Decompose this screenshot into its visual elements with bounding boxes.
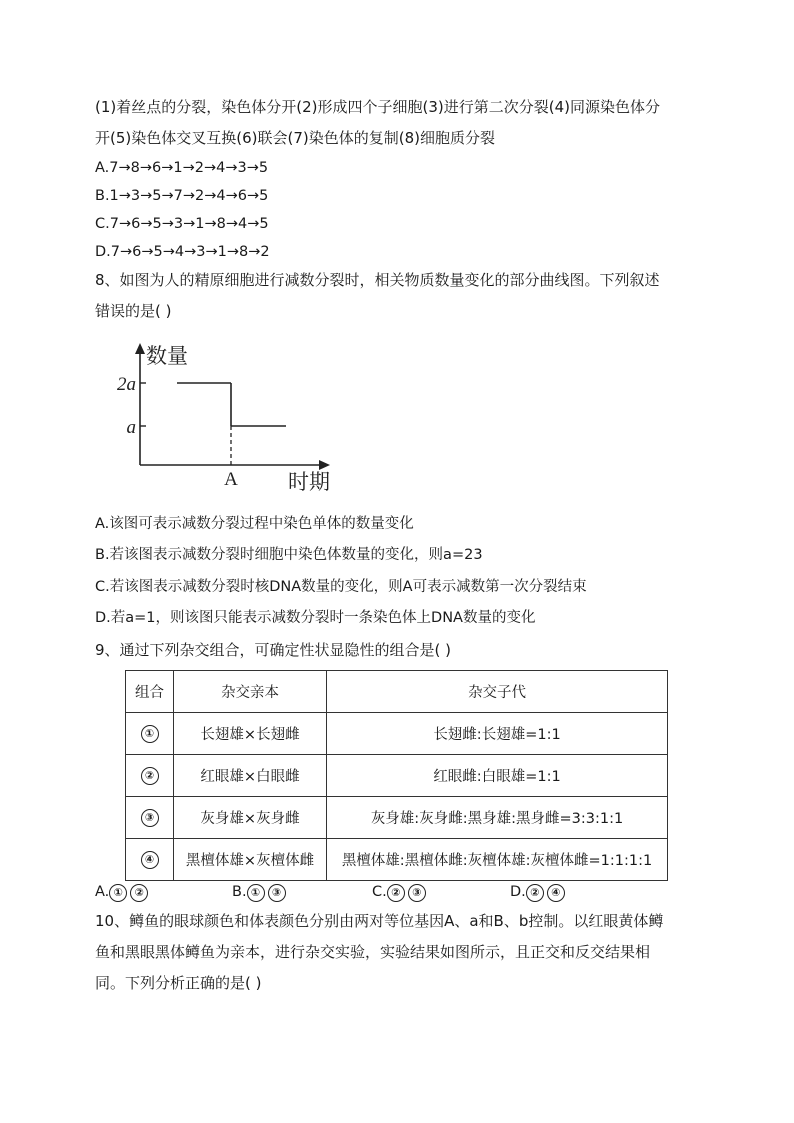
y-axis-label: 数量 [146, 344, 188, 368]
q9-answer-d: D. ② ④ [510, 882, 565, 902]
q9-answer-c: C. ② ③ [372, 882, 426, 902]
table-row [126, 839, 668, 881]
row-2-offspring: 红眼雌:白眼雄=1:1 [327, 755, 668, 797]
q8-figure [100, 340, 350, 500]
q8-stem-line-2: 错误的是( ) [95, 302, 172, 320]
q10-stem-line-1: 10、鳟鱼的眼球颜色和体表颜色分别由两对等位基因A、a和B、b控制。以红眼黄体鳟 [95, 912, 664, 930]
row-4-parents: 黑檀体雄×灰檀体雌 [174, 839, 327, 881]
q9-answer-a: A. ① ② [95, 882, 148, 902]
q10-stem-line-3: 同。下列分析正确的是( ) [95, 974, 262, 992]
row-1-parents: 长翅雄×长翅雌 [174, 713, 327, 755]
label-a: a [126, 417, 136, 438]
q8-stem-line-1: 8、如图为人的精原细胞进行减数分裂时，相关物质数量变化的部分曲线图。下列叙述 [95, 271, 660, 289]
y-axis-arrow [135, 343, 145, 354]
q8-option-a: A.该图可表示减数分裂过程中染色单体的数量变化 [95, 516, 414, 532]
q9-stem: 9、通过下列杂交组合，可确定性状显隐性的组合是( ) [95, 641, 452, 659]
x-axis-label: 时期 [288, 470, 330, 494]
row-1-id: ① [141, 725, 159, 743]
table-header-row [126, 671, 668, 713]
row-2-parents: 红眼雄×白眼雌 [174, 755, 327, 797]
x-axis-arrow [319, 460, 330, 470]
row-3-offspring: 灰身雄:灰身雌:黑身雄:黑身雌=3:3:1:1 [327, 797, 668, 839]
row-4-id: ④ [141, 851, 159, 869]
row-4-offspring: 黑檀体雄:黑檀体雌:灰檀体雄:灰檀体雌=1:1:1:1 [327, 839, 668, 881]
q8-option-b: B.若该图表示减数分裂时细胞中染色体数量的变化，则a=23 [95, 547, 483, 563]
table-row [126, 797, 668, 839]
q8-option-c: C.若该图表示减数分裂时核DNA数量的变化，则A可表示减数第一次分裂结束 [95, 579, 587, 595]
label-A: A [224, 469, 238, 490]
row-2-id: ② [141, 767, 159, 785]
row-3-id: ③ [141, 809, 159, 827]
q10-stem-line-2: 鱼和黑眼黑体鳟鱼为亲本，进行杂交实验，实验结果如图所示，且正交和反交结果相 [95, 943, 651, 961]
q7-text-line-2: 开(5)染色体交叉互换(6)联会(7)染色体的复制(8)细胞质分裂 [95, 129, 495, 147]
q7-option-c: C.7→6→5→3→1→8→4→5 [95, 216, 269, 232]
q8-option-d: D.若a=1，则该图只能表示减数分裂时一条染色体上DNA数量的变化 [95, 610, 536, 626]
header-parents: 杂交亲本 [174, 671, 327, 713]
q9-cross-table [125, 670, 668, 881]
q7-option-a: A.7→8→6→1→2→4→3→5 [95, 160, 269, 176]
table-row [126, 755, 668, 797]
q7-option-d: D.7→6→5→4→3→1→8→2 [95, 244, 270, 260]
q7-option-b: B.1→3→5→7→2→4→6→5 [95, 188, 269, 204]
row-1-offspring: 长翅雌:长翅雄=1:1 [327, 713, 668, 755]
label-2a: 2a [117, 374, 136, 395]
header-offspring: 杂交子代 [327, 671, 668, 713]
header-group: 组合 [126, 671, 174, 713]
q9-answer-b: B. ① ③ [232, 882, 286, 902]
row-3-parents: 灰身雄×灰身雌 [174, 797, 327, 839]
q7-text-line-1: (1)着丝点的分裂，染色体分开(2)形成四个子细胞(3)进行第二次分裂(4)同源染色体分 [95, 98, 660, 116]
table-row [126, 713, 668, 755]
